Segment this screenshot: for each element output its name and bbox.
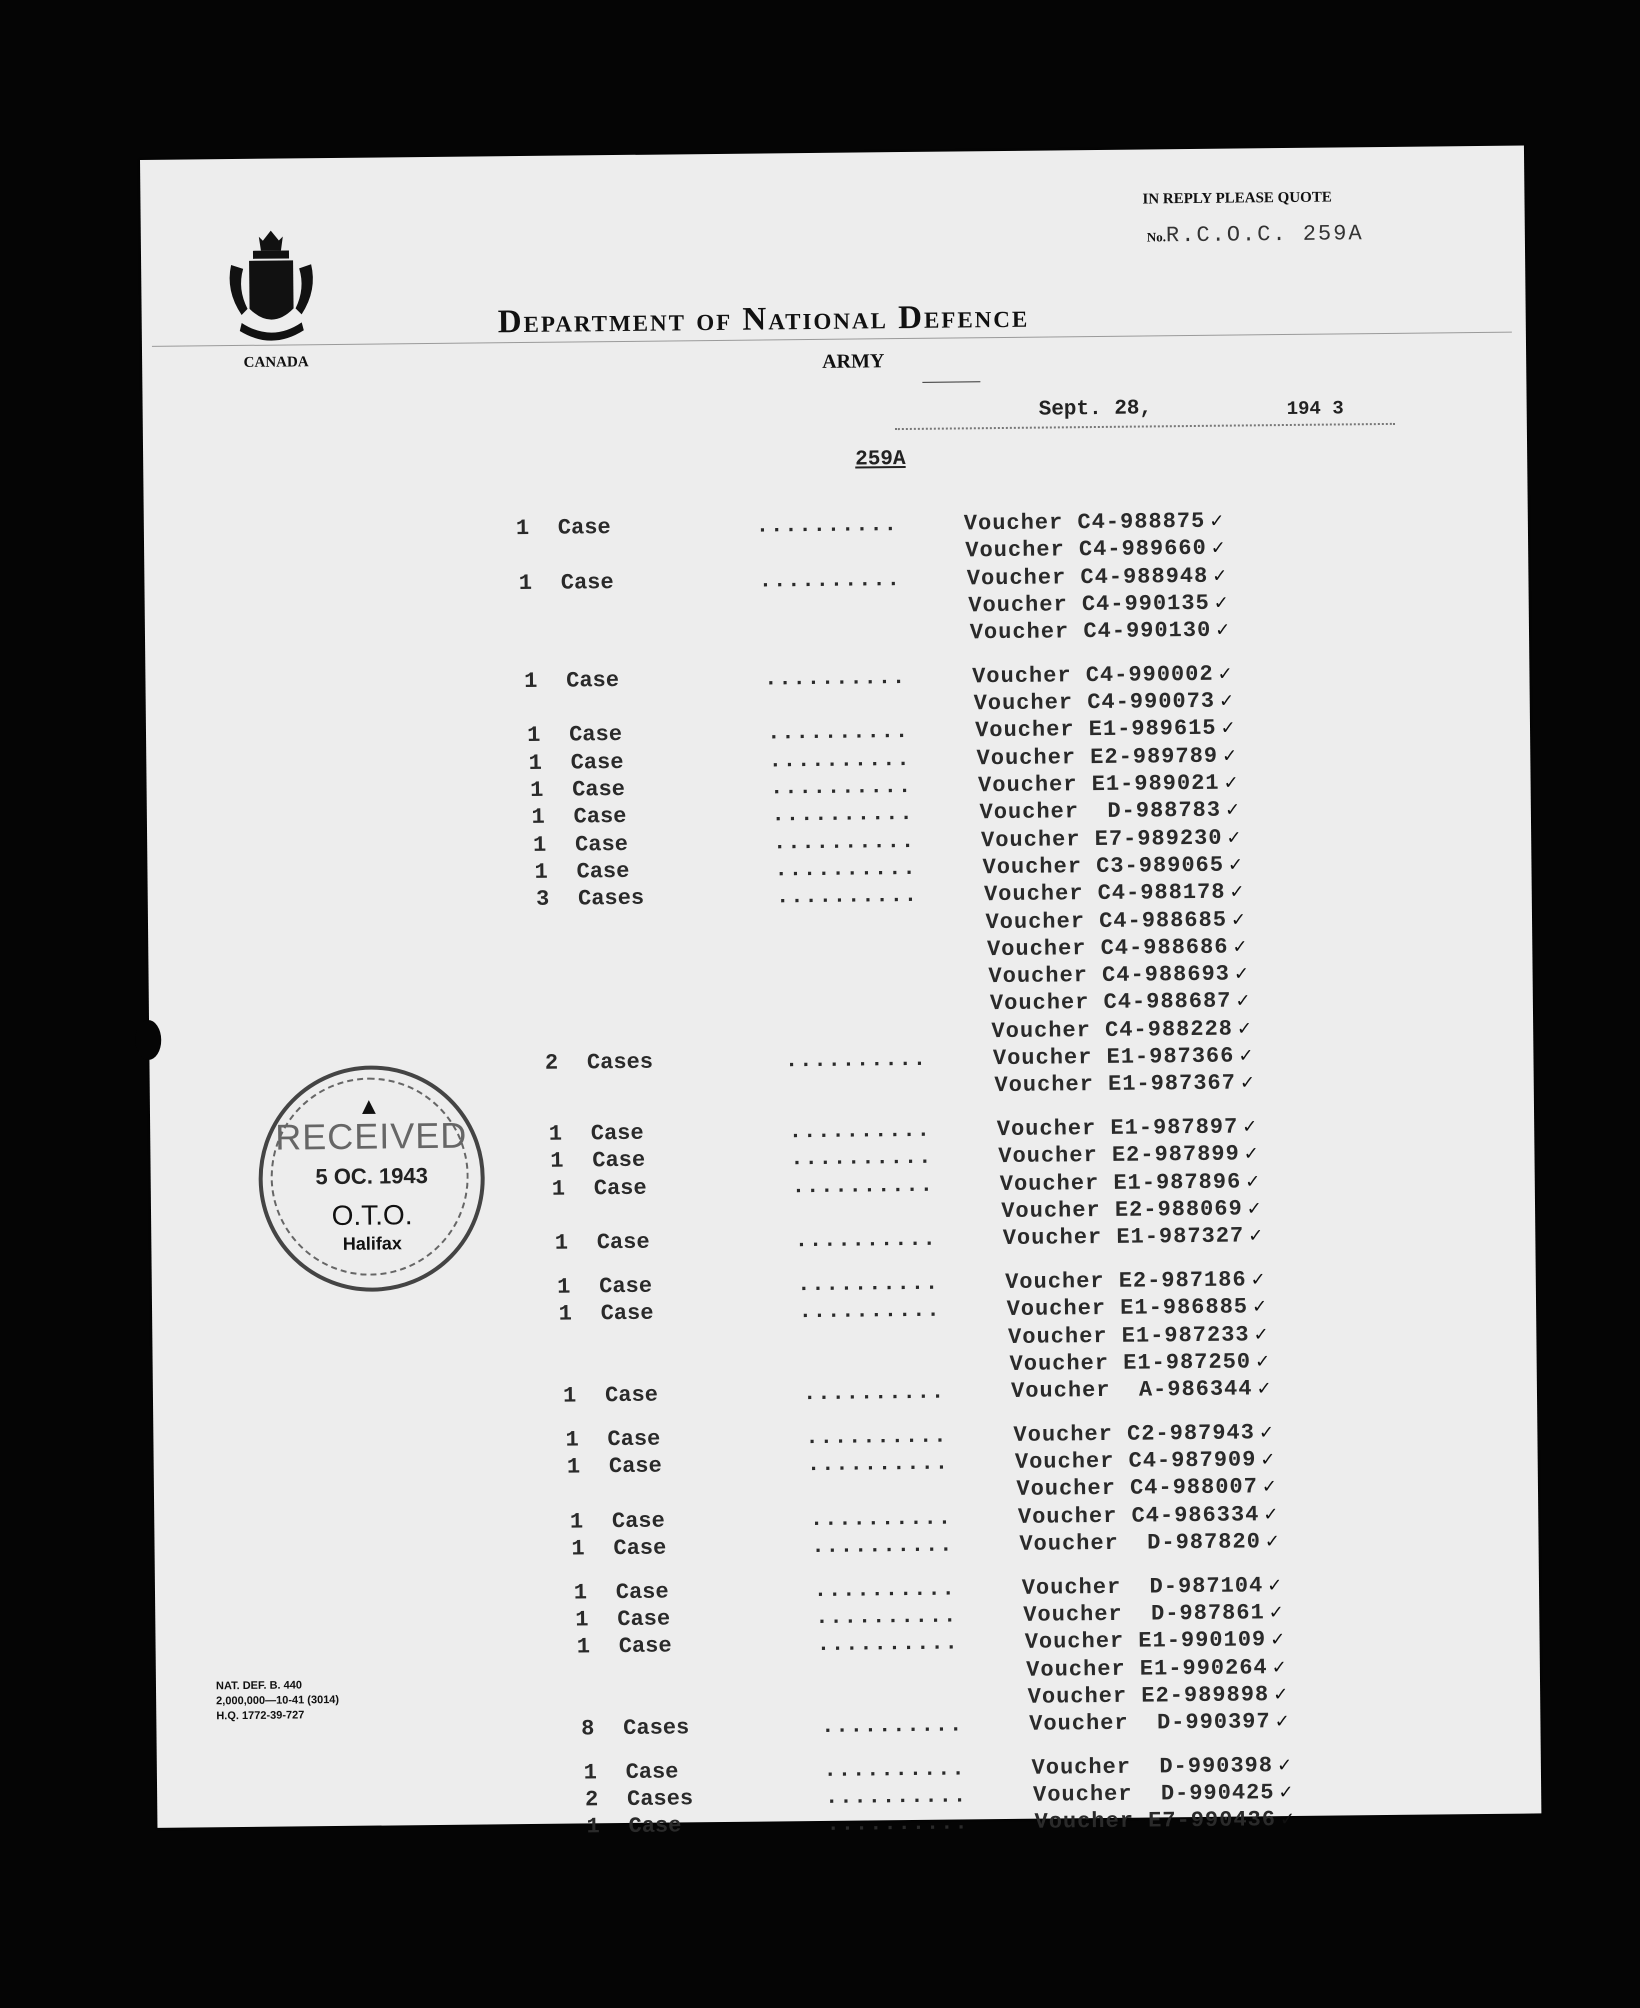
voucher-number	[1011, 1376, 1273, 1405]
unit: Cases	[586, 1049, 654, 1076]
unit: Case	[607, 1426, 661, 1452]
voucher-number	[1034, 1807, 1296, 1836]
check-mark-icon: ✓	[1251, 1296, 1269, 1318]
stamp-word: RECEIVED	[274, 1114, 468, 1158]
unit: Case	[569, 722, 623, 749]
voucher-number	[1015, 1447, 1277, 1476]
voucher-text: Voucher E1-986885	[1006, 1294, 1249, 1323]
check-mark-icon: ✓	[1223, 772, 1240, 794]
voucher-number	[1003, 1224, 1265, 1253]
check-mark-icon: ✓	[1250, 1269, 1267, 1291]
shipment-entry	[535, 883, 919, 913]
stamp-city: Halifax	[342, 1233, 402, 1254]
voucher-text: Voucher C4-987909	[1014, 1447, 1257, 1476]
reply-note: IN REPLY PLEASE QUOTE	[1142, 189, 1332, 208]
check-mark-icon: ✓	[1270, 1629, 1287, 1651]
shipment-entry	[571, 1532, 954, 1563]
department-title: Department of National Defence	[497, 298, 1030, 341]
quantity: 1	[562, 1383, 577, 1409]
leader-dots: ..........	[755, 512, 899, 539]
check-mark-icon: ✓	[1254, 1351, 1272, 1373]
unit: Case	[618, 1633, 672, 1660]
check-mark-icon: ✓	[1227, 854, 1245, 876]
form-footer	[216, 1678, 339, 1724]
leader-dots: ..........	[791, 1172, 934, 1199]
voucher-text: Voucher E1-987897	[996, 1114, 1239, 1143]
voucher-number	[970, 618, 1232, 647]
voucher-text: Voucher C4-988685	[985, 907, 1228, 935]
voucher-text: Voucher D-990397	[1029, 1709, 1271, 1737]
quantity: 1	[524, 668, 538, 694]
quantity: 1	[531, 805, 545, 831]
punch-hole	[135, 1020, 161, 1060]
check-mark-icon: ✓	[1268, 1602, 1285, 1624]
quantity: 1	[571, 1536, 585, 1562]
quantity: 1	[557, 1274, 571, 1300]
coat-of-arms-icon	[223, 230, 320, 351]
unit: Case	[574, 831, 629, 858]
quantity: 1	[565, 1427, 579, 1453]
voucher-text: Voucher E1-990109	[1024, 1627, 1267, 1656]
leader-dots: ..........	[767, 719, 910, 746]
check-mark-icon: ✓	[1271, 1656, 1288, 1678]
voucher-number	[993, 1043, 1255, 1072]
unit: Case	[596, 1229, 650, 1256]
shipment-entry	[549, 1118, 929, 1148]
voucher-number	[975, 716, 1237, 745]
voucher-number	[964, 509, 1226, 538]
check-mark-icon: ✓	[1264, 1531, 1282, 1553]
voucher-number	[1013, 1420, 1275, 1449]
voucher-text: Voucher C4-990002	[972, 661, 1214, 690]
quantity: 1	[566, 1454, 581, 1480]
quantity: 1	[518, 570, 533, 596]
voucher-text: Voucher E1-987327	[1002, 1223, 1245, 1252]
voucher-text: Voucher E1-987366	[992, 1043, 1235, 1072]
check-mark-icon: ✓	[1258, 1421, 1276, 1444]
unit: Case	[613, 1535, 667, 1562]
shipment-entry	[584, 1756, 964, 1786]
check-mark-icon: ✓	[1233, 963, 1251, 985]
voucher-number	[981, 825, 1243, 854]
reference-number	[1147, 221, 1364, 248]
unit: Case	[557, 515, 611, 541]
unit: Case	[608, 1453, 662, 1480]
voucher-text: Voucher C4-990135	[968, 590, 1210, 619]
check-mark-icon: ✓	[1209, 510, 1226, 532]
shipment-entry	[559, 1298, 939, 1328]
date-line	[895, 423, 1395, 430]
leader-dots: ..........	[805, 1423, 948, 1450]
voucher-number	[967, 563, 1229, 592]
voucher-number	[1026, 1655, 1288, 1684]
voucher-number	[985, 907, 1247, 936]
check-mark-icon: ✓	[1274, 1711, 1291, 1733]
voucher-number	[1018, 1502, 1280, 1531]
leader-dots: ..........	[815, 1603, 958, 1631]
voucher-number	[1029, 1709, 1291, 1738]
check-mark-icon: ✓	[1232, 936, 1249, 958]
check-mark-icon: ✓	[1210, 537, 1227, 560]
quantity: 1	[558, 1301, 572, 1327]
check-mark-icon: ✓	[1213, 592, 1230, 614]
leader-dots: ..........	[813, 1576, 956, 1603]
voucher-text: Voucher D-988783	[979, 798, 1222, 826]
voucher-text: Voucher D-987104	[1021, 1573, 1264, 1601]
voucher-text: Voucher E1-987367	[994, 1070, 1237, 1099]
leader-dots: ..........	[802, 1379, 946, 1407]
voucher-number	[968, 591, 1230, 620]
shipment-entry	[562, 1379, 946, 1410]
divider	[922, 381, 980, 383]
voucher-number	[1009, 1349, 1271, 1378]
shipment-entry	[544, 1046, 928, 1077]
leader-dots: ..........	[826, 1810, 969, 1838]
quantity: 2	[584, 1787, 599, 1813]
check-mark-icon: ✓	[1242, 1116, 1259, 1138]
quantity: 1	[575, 1607, 589, 1633]
shipment-entry	[519, 567, 899, 597]
unit: Case	[572, 777, 626, 803]
check-mark-icon: ✓	[1226, 827, 1243, 849]
voucher-text: Voucher D-990425	[1032, 1780, 1275, 1808]
voucher-number	[991, 1016, 1253, 1045]
check-mark-icon: ✓	[1230, 909, 1248, 931]
check-mark-icon: ✓	[1245, 1170, 1262, 1193]
leader-dots: ..........	[823, 1756, 966, 1783]
leader-dots: ..........	[774, 855, 917, 883]
voucher-number	[1005, 1267, 1267, 1296]
voucher-text: Voucher C4-988687	[989, 989, 1232, 1017]
check-mark-icon: ✓	[1229, 881, 1246, 903]
voucher-text: Voucher E2-989789	[976, 743, 1219, 772]
unit: Case	[617, 1606, 671, 1633]
leader-dots: ..........	[797, 1270, 940, 1298]
check-mark-icon: ✓	[1278, 1782, 1295, 1804]
shipment-entry	[529, 747, 909, 777]
shipment-entry	[552, 1172, 932, 1202]
shipment-entry	[577, 1631, 957, 1661]
branch-title: ARMY	[822, 350, 885, 373]
voucher-text: Voucher C4-988875	[963, 508, 1206, 537]
shipment-entry	[532, 828, 916, 859]
leader-dots: ..........	[764, 664, 907, 692]
check-mark-icon: ✓	[1221, 745, 1239, 767]
leader-dots: ..........	[794, 1226, 937, 1254]
voucher-text: Voucher E7-990436	[1034, 1807, 1277, 1836]
voucher-text: Voucher C2-987943	[1013, 1420, 1256, 1448]
quantity: 1	[530, 777, 544, 804]
voucher-number	[972, 661, 1234, 690]
check-mark-icon: ✓	[1224, 799, 1242, 822]
check-mark-icon: ✓	[1235, 990, 1252, 1013]
check-mark-icon: ✓	[1260, 1449, 1277, 1471]
unit: Case	[566, 667, 620, 694]
voucher-number	[984, 880, 1246, 909]
check-mark-icon: ✓	[1218, 690, 1236, 712]
voucher-text: Voucher C4-988228	[991, 1016, 1234, 1044]
unit: Case	[592, 1148, 646, 1174]
unit: Cases	[577, 886, 645, 912]
voucher-number	[978, 771, 1240, 800]
quantity: 1	[551, 1176, 566, 1202]
shipment-entry	[531, 801, 914, 831]
up-arrow-icon: ▲	[361, 1095, 376, 1117]
voucher-text: Voucher E7-989230	[980, 825, 1223, 853]
shipment-entry	[584, 1783, 968, 1814]
voucher-number	[976, 743, 1238, 772]
shipment-entry	[586, 1810, 969, 1841]
shipment-entry	[534, 855, 917, 886]
check-mark-icon: ✓	[1279, 1809, 1297, 1831]
voucher-number	[1016, 1475, 1278, 1504]
letter-page	[140, 146, 1541, 1840]
stamp-date: 5 OC. 1943	[315, 1163, 429, 1190]
date-year: 194 3	[1286, 397, 1344, 421]
document-reference: 259A	[855, 447, 906, 472]
number-prefix: No.	[1146, 229, 1167, 245]
check-mark-icon: ✓	[1243, 1143, 1260, 1165]
print-run: 2,000,000—10-41 (3014)	[216, 1694, 340, 1708]
voucher-number	[994, 1071, 1256, 1100]
voucher-text: Voucher E2-988069	[1001, 1196, 1243, 1224]
voucher-number	[1022, 1573, 1284, 1602]
shipment-entry	[565, 1423, 948, 1453]
quantity: 1	[534, 859, 548, 885]
quantity: 1	[576, 1634, 591, 1660]
check-mark-icon: ✓	[1253, 1323, 1270, 1345]
unit: Case	[599, 1273, 653, 1300]
voucher-text: Voucher E1-990264	[1026, 1654, 1268, 1683]
shipment-entry	[575, 1603, 958, 1634]
voucher-number	[1031, 1753, 1293, 1782]
voucher-number	[1033, 1780, 1295, 1809]
leader-dots: ..........	[784, 1046, 928, 1074]
voucher-text: Voucher D-987820	[1019, 1529, 1261, 1557]
check-mark-icon: ✓	[1276, 1754, 1294, 1777]
voucher-text: Voucher E2-987899	[998, 1141, 1240, 1170]
unit: Case	[615, 1579, 669, 1605]
voucher-number	[988, 962, 1250, 991]
check-mark-icon: ✓	[1267, 1574, 1284, 1596]
shipment-entry	[569, 1505, 953, 1535]
quantity: 1	[573, 1580, 588, 1606]
voucher-number	[965, 536, 1227, 565]
form-number: NAT. DEF. B. 440	[215, 1679, 303, 1693]
shipment-entry	[581, 1712, 964, 1743]
quantity: 2	[544, 1050, 559, 1076]
unit: Case	[625, 1759, 679, 1785]
voucher-number	[1001, 1196, 1263, 1225]
voucher-text: Voucher C4-988948	[966, 563, 1209, 591]
check-mark-icon: ✓	[1217, 663, 1234, 685]
voucher-number	[997, 1114, 1259, 1143]
reference-value: R.C.O.C. 259A	[1165, 221, 1364, 249]
voucher-text: Voucher E2-989898	[1027, 1682, 1270, 1710]
voucher-text: Voucher C4-986334	[1017, 1502, 1260, 1530]
check-mark-icon: ✓	[1236, 1018, 1254, 1040]
voucher-text: Voucher A-986344	[1010, 1376, 1253, 1405]
shipment-entry	[530, 774, 913, 804]
voucher-text: Voucher C4-988686	[986, 934, 1229, 963]
quantity: 1	[515, 515, 530, 542]
shipment-entry	[527, 719, 910, 749]
leader-dots: ..........	[798, 1297, 941, 1325]
quantity: 3	[535, 887, 550, 913]
received-stamp	[258, 1064, 486, 1292]
unit: Case	[628, 1813, 682, 1840]
leader-dots: ..........	[769, 774, 913, 801]
unit: Case	[570, 749, 624, 776]
quantity: 1	[527, 723, 541, 749]
shipment-entry	[566, 1450, 950, 1481]
leader-dots: ..........	[771, 801, 914, 828]
shipment-entry	[557, 1270, 940, 1301]
voucher-number	[990, 989, 1252, 1018]
leader-dots: ..........	[821, 1712, 964, 1740]
voucher-number	[1028, 1682, 1290, 1711]
unit: Case	[560, 569, 614, 596]
crest-label: CANADA	[243, 354, 309, 371]
voucher-text: Voucher C4-988007	[1016, 1474, 1258, 1503]
leader-dots: ..........	[758, 566, 901, 594]
unit: Case	[593, 1175, 647, 1201]
voucher-text: Voucher E1-989021	[977, 770, 1220, 799]
voucher-text: Voucher D-990398	[1031, 1753, 1274, 1781]
unit: Case	[576, 858, 630, 885]
shipment-entry	[515, 512, 899, 542]
voucher-text: Voucher C4-989660	[965, 536, 1207, 564]
check-mark-icon: ✓	[1248, 1225, 1265, 1247]
shipment-entry	[550, 1145, 933, 1175]
voucher-number	[1007, 1294, 1269, 1323]
quantity: 1	[532, 832, 547, 858]
voucher-text: Voucher D-987861	[1023, 1600, 1265, 1628]
date-day: Sept. 28,	[1038, 397, 1153, 422]
leader-dots: ..........	[824, 1783, 968, 1811]
quantity: 1	[528, 750, 542, 776]
unit: Case	[611, 1508, 665, 1534]
quantity: 1	[554, 1230, 569, 1256]
shipment-entry	[574, 1576, 954, 1606]
shipment-entry	[524, 664, 907, 695]
voucher-number	[1000, 1169, 1262, 1198]
voucher-text: Voucher C4-990130	[969, 617, 1212, 646]
check-mark-icon: ✓	[1215, 619, 1232, 641]
check-mark-icon: ✓	[1220, 718, 1237, 740]
unit: Case	[604, 1382, 659, 1409]
quantity: 1	[550, 1148, 564, 1175]
check-mark-icon: ✓	[1256, 1378, 1273, 1400]
unit: Case	[600, 1300, 654, 1327]
leader-dots: ..........	[788, 1117, 931, 1145]
check-mark-icon: ✓	[1246, 1198, 1263, 1220]
unit: Cases	[623, 1715, 690, 1742]
leader-dots: ..........	[790, 1145, 933, 1172]
leader-dots: ..........	[811, 1532, 954, 1560]
voucher-text: Voucher E1-989615	[975, 716, 1217, 744]
voucher-text: Voucher C4-988693	[988, 961, 1231, 990]
leader-dots: ..........	[768, 746, 911, 774]
unit: Case	[590, 1120, 644, 1147]
leader-dots: ..........	[772, 828, 916, 856]
quantity: 1	[583, 1760, 597, 1786]
voucher-text: Voucher E1-987250	[1009, 1349, 1252, 1377]
voucher-text: Voucher E1-987896	[999, 1169, 1242, 1197]
check-mark-icon: ✓	[1261, 1476, 1279, 1498]
check-mark-icon: ✓	[1263, 1503, 1280, 1526]
quantity: 1	[569, 1509, 584, 1535]
stamp-office: O.T.O.	[331, 1199, 413, 1232]
check-mark-icon: ✓	[1239, 1072, 1257, 1094]
voucher-text: Voucher C3-989065	[982, 852, 1225, 881]
voucher-number	[1008, 1322, 1270, 1351]
quantity: 1	[586, 1814, 600, 1840]
check-mark-icon: ✓	[1273, 1683, 1290, 1706]
voucher-number	[1019, 1529, 1281, 1558]
check-mark-icon: ✓	[1238, 1045, 1255, 1067]
voucher-text: Voucher C4-990073	[973, 688, 1216, 717]
voucher-number	[1025, 1627, 1287, 1656]
voucher-number	[979, 798, 1241, 827]
voucher-text: Voucher C4-988178	[983, 879, 1226, 908]
leader-dots: ..........	[816, 1630, 959, 1658]
leader-dots: ..........	[809, 1505, 953, 1532]
leader-dots: ..........	[775, 883, 919, 910]
unit: Cases	[626, 1786, 694, 1813]
quantity: 1	[548, 1121, 563, 1147]
leader-dots: ..........	[806, 1450, 950, 1478]
unit: Case	[573, 804, 627, 830]
voucher-number	[998, 1142, 1260, 1171]
quantity: 8	[581, 1716, 595, 1742]
check-mark-icon: ✓	[1212, 565, 1229, 587]
voucher-text: Voucher E1-987233	[1007, 1321, 1250, 1350]
voucher-text: Voucher E2-987186	[1005, 1267, 1247, 1295]
voucher-number	[982, 852, 1244, 881]
shipment-entry	[555, 1227, 935, 1257]
voucher-number	[1023, 1600, 1285, 1629]
voucher-number	[974, 689, 1236, 718]
hq-file: H.Q. 1772-39-727	[216, 1709, 305, 1723]
voucher-number	[987, 934, 1249, 963]
